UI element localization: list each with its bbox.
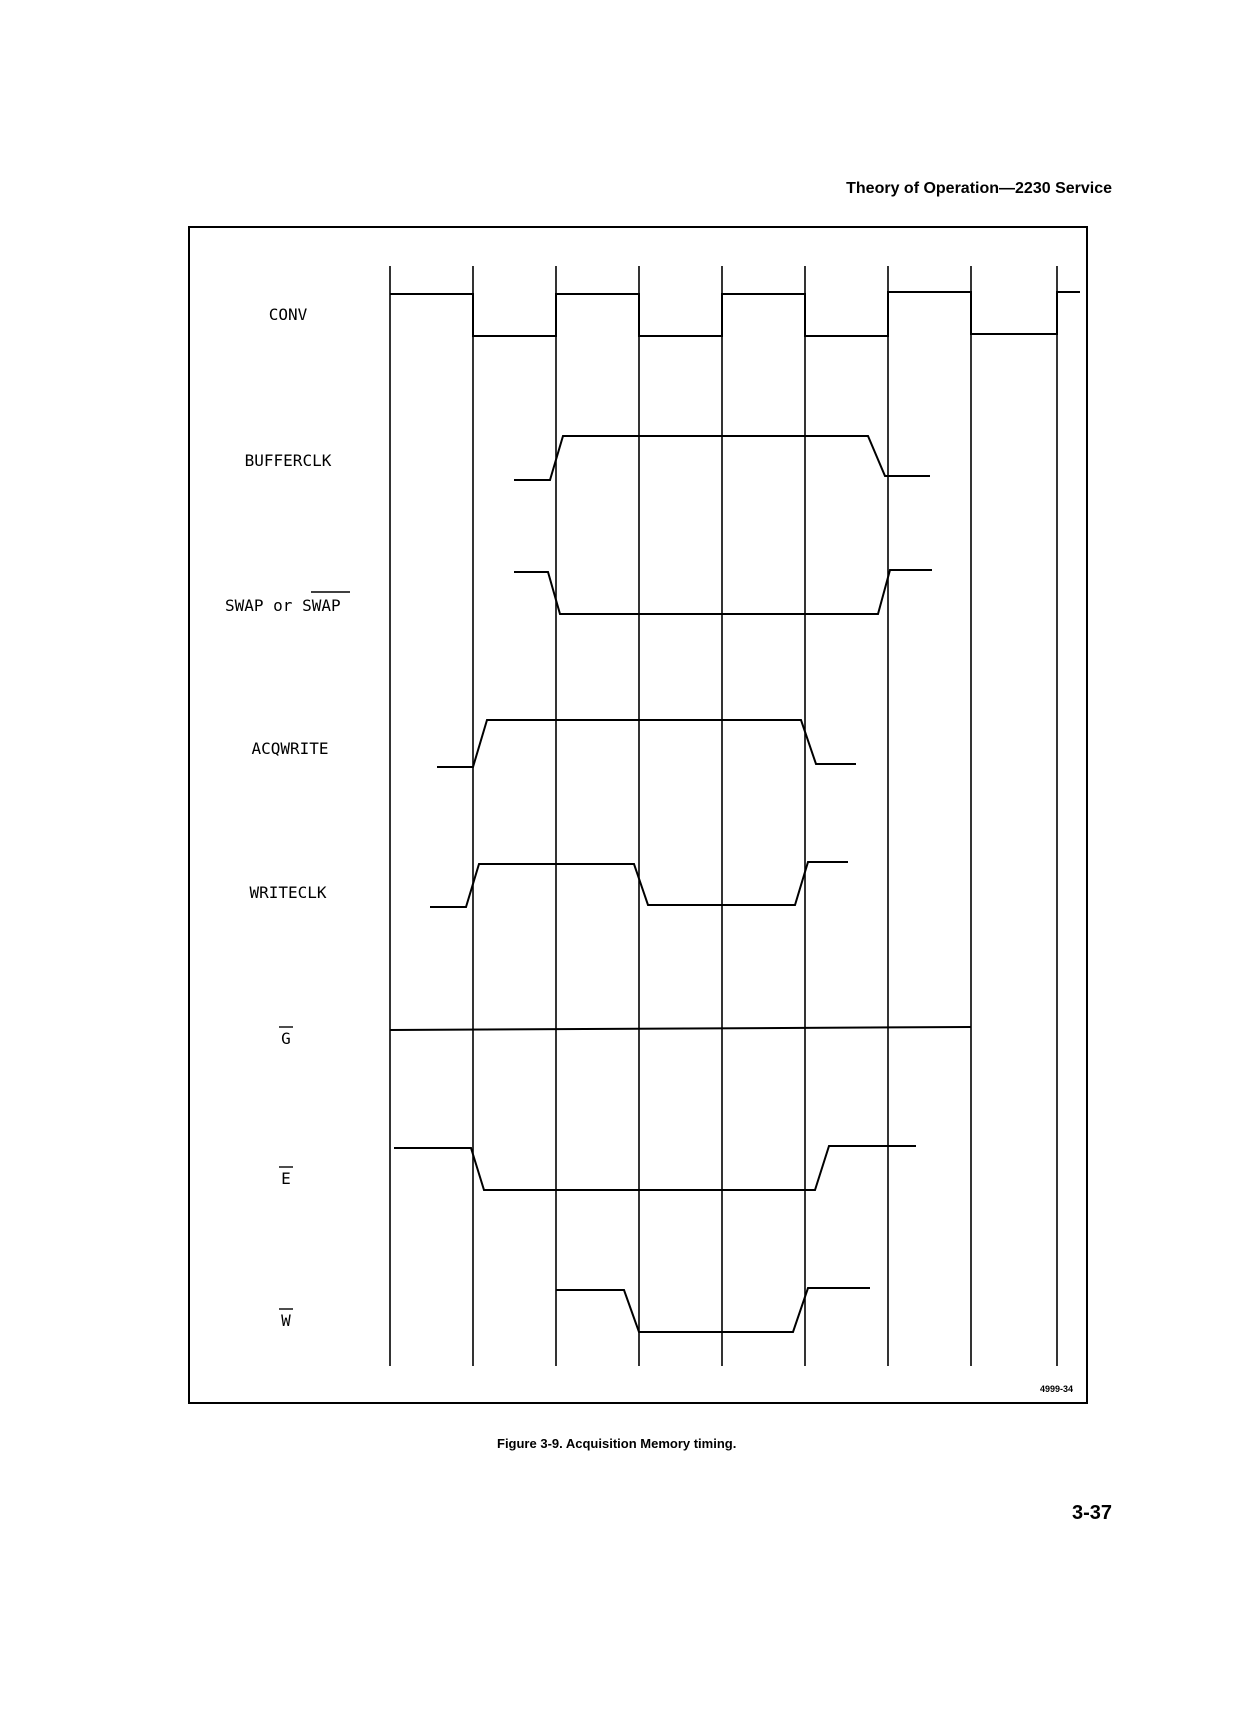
label-swap bbox=[225, 596, 341, 615]
label-acqwrite: ACQWRITE bbox=[251, 739, 329, 758]
figure-id: 4999-34 bbox=[1040, 1384, 1074, 1394]
label-w: W bbox=[281, 1311, 291, 1330]
figure-caption: Figure 3-9. Acquisition Memory timing. bbox=[497, 1436, 737, 1451]
label-swap-plain: SWAP or bbox=[225, 596, 303, 615]
page-number: 3-37 bbox=[1071, 1502, 1112, 1524]
gridlines bbox=[390, 266, 1057, 1366]
label-writeclk: WRITECLK bbox=[249, 883, 327, 902]
waveform-w bbox=[556, 1288, 870, 1332]
label-g: G bbox=[281, 1029, 291, 1048]
label-e: E bbox=[281, 1169, 291, 1188]
running-header: Theory of Operation—2230 Service bbox=[846, 180, 1112, 197]
waveform-conv bbox=[390, 292, 1080, 336]
waveform-g bbox=[390, 1027, 971, 1030]
label-swap-barred: SWAP bbox=[302, 596, 341, 615]
waveform-swap bbox=[514, 570, 932, 614]
waveform-acqwrite bbox=[437, 720, 856, 767]
label-bufferclk: BUFFERCLK bbox=[244, 451, 332, 470]
label-conv: CONV bbox=[268, 305, 308, 324]
